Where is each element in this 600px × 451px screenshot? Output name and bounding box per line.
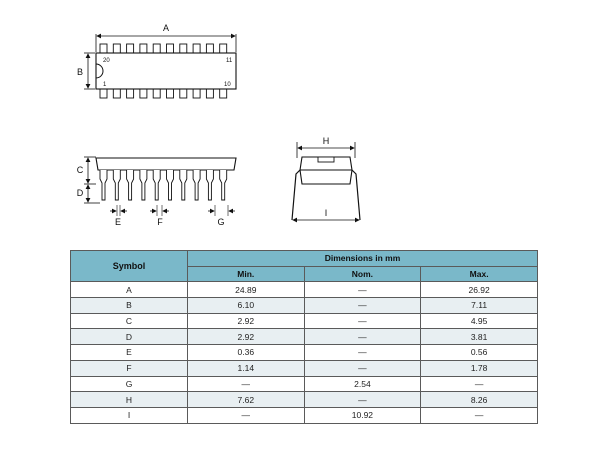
side-lead-left xyxy=(292,170,300,220)
pin-bottom xyxy=(167,89,174,98)
table-row xyxy=(71,345,538,361)
cell-min: 7.62 xyxy=(188,392,305,408)
table-row xyxy=(71,392,538,408)
cell-symbol: E xyxy=(71,345,188,361)
label-a: A xyxy=(162,23,170,33)
pin-front xyxy=(153,170,160,200)
cell-nom: — xyxy=(304,313,421,329)
label-c: C xyxy=(76,165,84,175)
pin-front xyxy=(100,170,107,200)
cell-nom: — xyxy=(304,282,421,298)
table-row xyxy=(71,298,538,314)
table-row xyxy=(71,313,538,329)
cell-nom: — xyxy=(304,360,421,376)
cell-nom: — xyxy=(304,345,421,361)
pin-front xyxy=(140,170,147,200)
cell-min: — xyxy=(188,376,305,392)
table-row xyxy=(71,407,538,423)
cell-max: 3.81 xyxy=(421,329,538,345)
pin-top xyxy=(193,44,200,53)
pin-bottom xyxy=(220,89,227,98)
label-h: H xyxy=(322,136,330,146)
pin-bottom xyxy=(100,89,107,98)
side-view xyxy=(292,136,360,220)
pin-bottom xyxy=(180,89,187,98)
table-row xyxy=(71,376,538,392)
pin-top xyxy=(167,44,174,53)
front-pins xyxy=(100,170,227,200)
pin-bottom xyxy=(193,89,200,98)
label-i: I xyxy=(324,208,328,218)
side-lead-right xyxy=(352,170,360,220)
label-d: D xyxy=(76,188,84,198)
cell-min: — xyxy=(188,407,305,423)
pin-label-1: 1 xyxy=(103,82,107,88)
cell-max: 4.95 xyxy=(421,313,538,329)
cell-min: 6.10 xyxy=(188,298,305,314)
cell-symbol: A xyxy=(71,282,188,298)
pin-front xyxy=(206,170,213,200)
cell-max: — xyxy=(421,376,538,392)
pin-top xyxy=(220,44,227,53)
cell-min: 1.14 xyxy=(188,360,305,376)
cell-max: 26.92 xyxy=(421,282,538,298)
cell-min: 2.92 xyxy=(188,313,305,329)
cell-max: 7.11 xyxy=(421,298,538,314)
label-f: F xyxy=(157,217,163,227)
cell-symbol: H xyxy=(71,392,188,408)
cell-nom: — xyxy=(304,298,421,314)
cell-min: 2.92 xyxy=(188,329,305,345)
cell-symbol: G xyxy=(71,376,188,392)
label-b: B xyxy=(76,67,84,77)
chip-body-top xyxy=(96,53,236,89)
cell-nom: — xyxy=(304,329,421,345)
cell-max: — xyxy=(421,407,538,423)
cell-symbol: D xyxy=(71,329,188,345)
table-row xyxy=(71,360,538,376)
nom-header: Nom. xyxy=(304,266,421,282)
table-row xyxy=(71,282,538,298)
pin-front xyxy=(113,170,120,200)
pin-label-11: 11 xyxy=(226,58,233,64)
top-pins-lower xyxy=(100,89,227,98)
cell-symbol: F xyxy=(71,360,188,376)
pin-label-20: 20 xyxy=(103,58,110,64)
max-header: Max. xyxy=(421,266,538,282)
dimensions-group-header: Dimensions in mm xyxy=(188,251,538,267)
pin-top xyxy=(140,44,147,53)
pin-bottom xyxy=(127,89,134,98)
cell-nom: — xyxy=(304,392,421,408)
cell-min: 24.89 xyxy=(188,282,305,298)
pin-top xyxy=(153,44,160,53)
pin-top xyxy=(206,44,213,53)
cell-symbol: B xyxy=(71,298,188,314)
top-view xyxy=(77,23,236,98)
pin-front xyxy=(180,170,187,200)
table-row xyxy=(71,329,538,345)
cell-max: 0.56 xyxy=(421,345,538,361)
label-e: E xyxy=(114,217,122,227)
pin-top xyxy=(100,44,107,53)
front-view xyxy=(77,157,236,227)
cell-symbol: C xyxy=(71,313,188,329)
dimensions-table xyxy=(70,250,538,424)
pin-front xyxy=(167,170,174,200)
label-g: G xyxy=(217,217,225,227)
pin-front xyxy=(193,170,200,200)
cell-min: 0.36 xyxy=(188,345,305,361)
cell-nom: 10.92 xyxy=(304,407,421,423)
pin-front xyxy=(127,170,134,200)
cell-max: 1.78 xyxy=(421,360,538,376)
chip-body-front xyxy=(96,158,236,170)
pin-bottom xyxy=(113,89,120,98)
pin-top xyxy=(180,44,187,53)
pin-top xyxy=(113,44,120,53)
min-header: Min. xyxy=(188,266,305,282)
pin-bottom xyxy=(140,89,147,98)
top-pins-upper xyxy=(100,44,227,53)
symbol-header: Symbol xyxy=(71,251,188,282)
cell-symbol: I xyxy=(71,407,188,423)
cell-max: 8.26 xyxy=(421,392,538,408)
pin-front xyxy=(220,170,227,200)
dimensions-table-body xyxy=(71,282,538,423)
cell-nom: 2.54 xyxy=(304,376,421,392)
pin-bottom xyxy=(153,89,160,98)
pin-top xyxy=(127,44,134,53)
pin-bottom xyxy=(206,89,213,98)
pin-label-10: 10 xyxy=(224,82,231,88)
